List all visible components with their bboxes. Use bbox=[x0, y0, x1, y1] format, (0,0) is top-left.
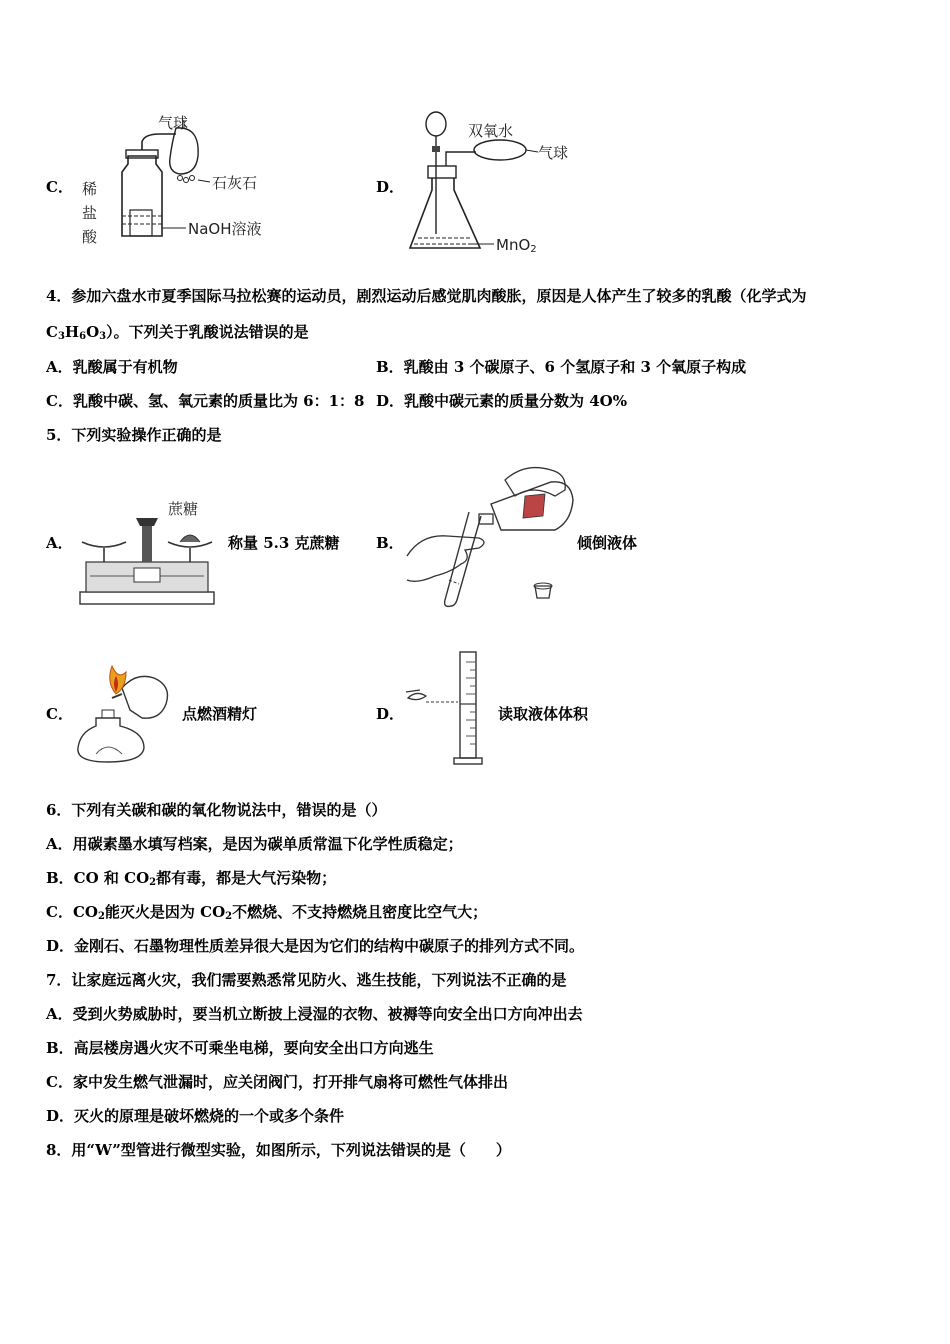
q4-stem-line1: 4．参加六盘水市夏季国际马拉松赛的运动员，剧烈运动后感觉肌肉酸胀，原因是人体产生了较多的乳酸（化学式为 bbox=[46, 287, 807, 305]
q4-option-b: B．乳酸由 3 个碳原子、6 个氢原子和 3 个氧原子构成 bbox=[376, 358, 747, 376]
q3-fig-d-peroxide-label: 双氧水 bbox=[468, 122, 514, 140]
q5-figure-cylinder bbox=[404, 650, 494, 768]
q4-formula-c-sub: 3 bbox=[57, 331, 65, 342]
q5-option-a-label: A． bbox=[46, 534, 73, 552]
q6-c-text-post: 不燃烧、不支持燃烧且密度比空气大； bbox=[232, 903, 488, 921]
q6-c-text-mid: 能灭火是因为 CO bbox=[104, 903, 226, 921]
q5-fig-lamp-drawing bbox=[76, 658, 176, 766]
q6-b-subscript: 2 bbox=[149, 877, 157, 888]
q3-fig-d-mno2-label bbox=[496, 236, 537, 254]
q6-option-d: D．金刚石、石墨物理性质差异很大是因为它们的结构中碳原子的排列方式不同。 bbox=[46, 937, 585, 955]
q5-figure-pouring bbox=[405, 460, 575, 610]
q3-option-d-label: D． bbox=[376, 178, 405, 196]
q5-option-c-caption: 点燃酒精灯 bbox=[182, 705, 258, 723]
q6-c-subscript-2: 2 bbox=[225, 911, 233, 922]
q5-option-d-caption: 读取液体体积 bbox=[498, 705, 589, 723]
q3-fig-d-balloon-label: 气球 bbox=[538, 144, 569, 162]
q3-figure-d bbox=[406, 104, 586, 260]
q4-option-d: D．乳酸中碳元素的质量分数为 4O% bbox=[376, 392, 627, 410]
q3-fig-c-acid-label-3: 酸 bbox=[82, 228, 98, 246]
q5-fig-cylinder-drawing bbox=[404, 650, 494, 768]
q5-option-b-caption: 倾倒液体 bbox=[577, 534, 638, 552]
mno2-subscript: 2 bbox=[530, 244, 537, 255]
q6-b-text-pre: B．CO 和 CO bbox=[46, 869, 150, 887]
q5-figure-alcohol-lamp bbox=[76, 658, 176, 766]
q3-figure-c bbox=[76, 112, 276, 252]
q5-figure-balance bbox=[76, 498, 216, 608]
q5-fig-sugar-label: 蔗糖 bbox=[168, 500, 199, 518]
q7-option-d: D．灭火的原理是破坏燃烧的一个或多个条件 bbox=[46, 1107, 345, 1125]
mno2-text: MnO bbox=[496, 236, 531, 254]
q5-stem: 5．下列实验操作正确的是 bbox=[46, 426, 222, 444]
q3-fig-c-balloon-label: 气球 bbox=[158, 114, 189, 132]
q7-option-a: A．受到火势威胁时，要当机立断披上浸湿的衣物、被褥等向安全出口方向冲出去 bbox=[46, 1005, 583, 1023]
q8-stem: 8．用“W”型管进行微型实验，如图所示，下列说法错误的是（ ） bbox=[46, 1141, 511, 1159]
q6-b-text-post: 都有毒，都是大气污染物； bbox=[156, 869, 337, 887]
q4-formula-h: H bbox=[64, 323, 80, 341]
q4-formula-h-sub: 6 bbox=[79, 331, 87, 342]
q6-stem: 6．下列有关碳和碳的氧化物说法中，错误的是（） bbox=[46, 801, 387, 819]
q5-option-d-label: D． bbox=[376, 705, 405, 723]
q3-option-c-label: C． bbox=[46, 178, 73, 196]
q4-stem-line2 bbox=[46, 322, 309, 342]
q6-c-subscript-1: 2 bbox=[97, 911, 105, 922]
q4-formula-o: O bbox=[86, 323, 100, 341]
q3-fig-c-acid-label-2: 盐 bbox=[82, 204, 98, 222]
q7-option-b: B．高层楼房遇火灾不可乘坐电梯，要向安全出口方向逃生 bbox=[46, 1039, 434, 1057]
q4-option-c: C．乳酸中碳、氢、氧元素的质量比为 6：1：8 bbox=[46, 392, 365, 410]
q6-option-a: A．用碳素墨水填写档案，是因为碳单质常温下化学性质稳定； bbox=[46, 835, 463, 853]
q3-fig-c-naoh-label: NaOH溶液 bbox=[188, 220, 262, 238]
q3-fig-c-limestone-label: 石灰石 bbox=[212, 174, 258, 192]
q5-option-c-label: C． bbox=[46, 705, 73, 723]
q7-option-c: C．家中发生燃气泄漏时，应关闭阀门，打开排气扇将可燃性气体排出 bbox=[46, 1073, 508, 1091]
q5-option-b-label: B． bbox=[376, 534, 404, 552]
q4-option-a: A．乳酸属于有机物 bbox=[46, 358, 178, 376]
q4-stem-rest: ）。下列关于乳酸说法错误的是 bbox=[106, 323, 309, 341]
q6-option-b bbox=[46, 868, 336, 888]
q7-stem: 7．让家庭远离火灾，我们需要熟悉常见防火、逃生技能，下列说法不正确的是 bbox=[46, 971, 567, 989]
q5-fig-pouring-drawing bbox=[405, 460, 575, 610]
q5-option-a-caption: 称量 5.3 克蔗糖 bbox=[228, 534, 340, 552]
q4-formula-o-sub: 3 bbox=[99, 331, 107, 342]
q6-c-text-pre: C．CO bbox=[46, 903, 98, 921]
q3-fig-c-acid-label-1: 稀 bbox=[82, 180, 98, 198]
q4-formula-c: C bbox=[46, 323, 58, 341]
q6-option-c bbox=[46, 902, 487, 922]
